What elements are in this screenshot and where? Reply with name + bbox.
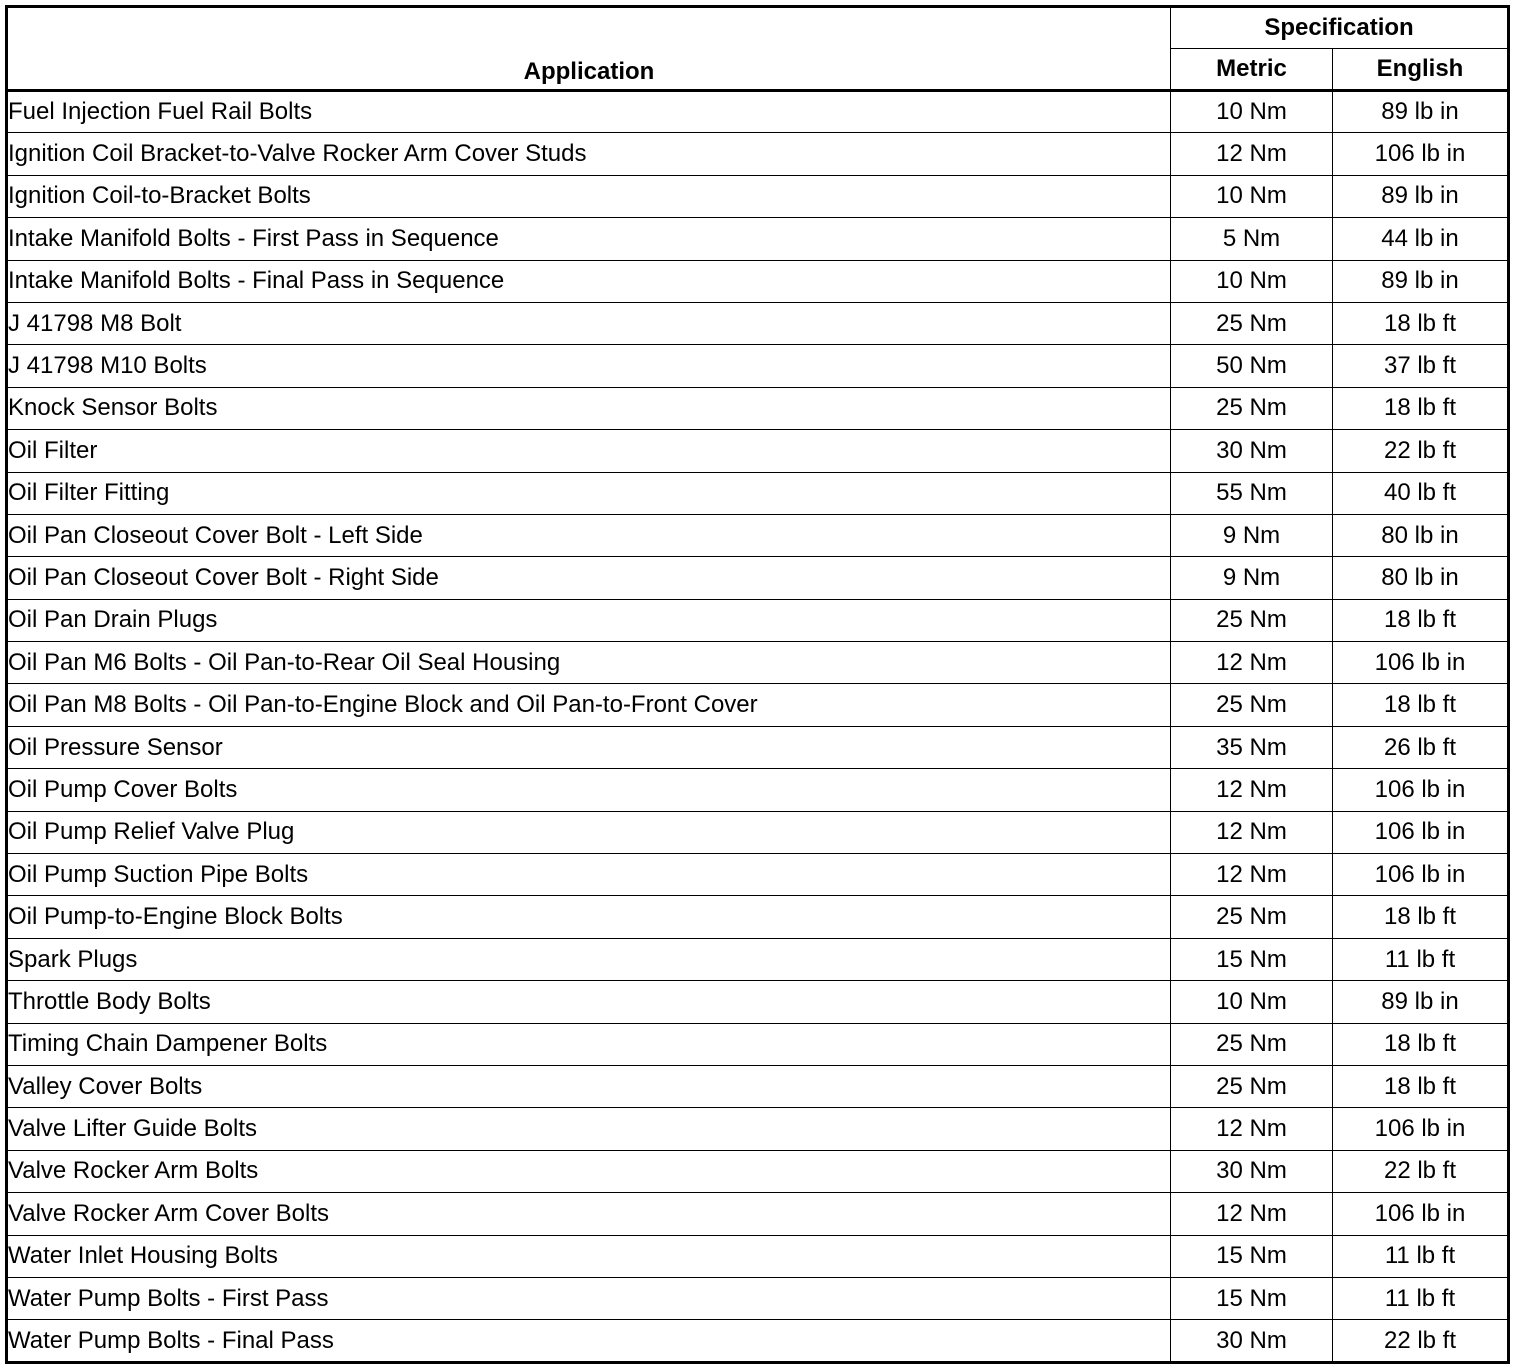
application-cell: Valve Rocker Arm Cover Bolts xyxy=(7,1193,1171,1235)
metric-cell: 15 Nm xyxy=(1171,1277,1333,1319)
english-cell: 106 lb in xyxy=(1333,133,1509,175)
application-cell: Valve Rocker Arm Bolts xyxy=(7,1150,1171,1192)
application-cell: Ignition Coil Bracket-to-Valve Rocker Arm Cover Studs xyxy=(7,133,1171,175)
specification-table xyxy=(5,5,1510,1364)
application-cell: Fuel Injection Fuel Rail Bolts xyxy=(7,91,1171,133)
metric-cell: 30 Nm xyxy=(1171,430,1333,472)
application-cell: Oil Pan Drain Plugs xyxy=(7,599,1171,641)
english-cell: 11 lb ft xyxy=(1333,938,1509,980)
metric-cell: 12 Nm xyxy=(1171,1108,1333,1150)
application-cell: Oil Pump Cover Bolts xyxy=(7,769,1171,811)
english-cell: 89 lb in xyxy=(1333,981,1509,1023)
table-body xyxy=(7,91,1509,1363)
table-row xyxy=(7,1320,1509,1362)
metric-cell: 15 Nm xyxy=(1171,1235,1333,1277)
application-cell: Water Pump Bolts - Final Pass xyxy=(7,1320,1171,1362)
english-cell: 37 lb ft xyxy=(1333,345,1509,387)
metric-cell: 25 Nm xyxy=(1171,1023,1333,1065)
english-cell: 106 lb in xyxy=(1333,642,1509,684)
table-row xyxy=(7,345,1509,387)
table-row xyxy=(7,1235,1509,1277)
table-row xyxy=(7,218,1509,260)
specification-header: Specification xyxy=(1171,7,1509,49)
english-cell: 18 lb ft xyxy=(1333,1065,1509,1107)
metric-cell: 9 Nm xyxy=(1171,557,1333,599)
application-cell: Oil Pump Relief Valve Plug xyxy=(7,811,1171,853)
table-row xyxy=(7,726,1509,768)
table-row xyxy=(7,1023,1509,1065)
table-row xyxy=(7,175,1509,217)
metric-cell: 30 Nm xyxy=(1171,1150,1333,1192)
metric-cell: 12 Nm xyxy=(1171,769,1333,811)
metric-cell: 15 Nm xyxy=(1171,938,1333,980)
table-row xyxy=(7,133,1509,175)
application-cell: Valve Lifter Guide Bolts xyxy=(7,1108,1171,1150)
english-cell: 11 lb ft xyxy=(1333,1235,1509,1277)
application-cell: Oil Pan M6 Bolts - Oil Pan-to-Rear Oil Seal Housing xyxy=(7,642,1171,684)
table-row xyxy=(7,91,1509,133)
table-row xyxy=(7,302,1509,344)
application-cell: Valley Cover Bolts xyxy=(7,1065,1171,1107)
english-cell: 11 lb ft xyxy=(1333,1277,1509,1319)
metric-header: Metric xyxy=(1171,49,1333,91)
metric-cell: 30 Nm xyxy=(1171,1320,1333,1362)
metric-cell: 10 Nm xyxy=(1171,91,1333,133)
english-header: English xyxy=(1333,49,1509,91)
metric-cell: 25 Nm xyxy=(1171,896,1333,938)
table-row xyxy=(7,599,1509,641)
application-cell: Intake Manifold Bolts - First Pass in Sequence xyxy=(7,218,1171,260)
table-row xyxy=(7,1277,1509,1319)
application-cell: Oil Pump Suction Pipe Bolts xyxy=(7,854,1171,896)
header-row-top xyxy=(7,7,1509,49)
application-cell: Oil Pressure Sensor xyxy=(7,726,1171,768)
table-row xyxy=(7,854,1509,896)
application-cell: Oil Pump-to-Engine Block Bolts xyxy=(7,896,1171,938)
english-cell: 106 lb in xyxy=(1333,769,1509,811)
application-cell: Oil Filter Fitting xyxy=(7,472,1171,514)
metric-cell: 35 Nm xyxy=(1171,726,1333,768)
table-row xyxy=(7,472,1509,514)
table-row xyxy=(7,260,1509,302)
english-cell: 106 lb in xyxy=(1333,854,1509,896)
application-cell: Oil Pan Closeout Cover Bolt - Right Side xyxy=(7,557,1171,599)
application-cell: J 41798 M10 Bolts xyxy=(7,345,1171,387)
english-cell: 22 lb ft xyxy=(1333,1150,1509,1192)
table-row xyxy=(7,430,1509,472)
table-row xyxy=(7,684,1509,726)
metric-cell: 12 Nm xyxy=(1171,811,1333,853)
metric-cell: 25 Nm xyxy=(1171,387,1333,429)
english-cell: 18 lb ft xyxy=(1333,896,1509,938)
english-cell: 89 lb in xyxy=(1333,91,1509,133)
english-cell: 89 lb in xyxy=(1333,175,1509,217)
application-cell: Timing Chain Dampener Bolts xyxy=(7,1023,1171,1065)
english-cell: 40 lb ft xyxy=(1333,472,1509,514)
application-cell: Throttle Body Bolts xyxy=(7,981,1171,1023)
application-cell: J 41798 M8 Bolt xyxy=(7,302,1171,344)
table-row xyxy=(7,514,1509,556)
application-cell: Spark Plugs xyxy=(7,938,1171,980)
metric-cell: 12 Nm xyxy=(1171,1193,1333,1235)
english-cell: 89 lb in xyxy=(1333,260,1509,302)
english-cell: 18 lb ft xyxy=(1333,1023,1509,1065)
application-cell: Intake Manifold Bolts - Final Pass in Sequence xyxy=(7,260,1171,302)
english-cell: 18 lb ft xyxy=(1333,302,1509,344)
english-cell: 44 lb in xyxy=(1333,218,1509,260)
table-row xyxy=(7,642,1509,684)
application-cell: Oil Filter xyxy=(7,430,1171,472)
table-row xyxy=(7,938,1509,980)
table-row xyxy=(7,557,1509,599)
application-cell: Knock Sensor Bolts xyxy=(7,387,1171,429)
application-cell: Ignition Coil-to-Bracket Bolts xyxy=(7,175,1171,217)
metric-cell: 25 Nm xyxy=(1171,684,1333,726)
metric-cell: 12 Nm xyxy=(1171,854,1333,896)
english-cell: 22 lb ft xyxy=(1333,430,1509,472)
application-cell: Water Pump Bolts - First Pass xyxy=(7,1277,1171,1319)
english-cell: 106 lb in xyxy=(1333,1193,1509,1235)
application-cell: Oil Pan Closeout Cover Bolt - Left Side xyxy=(7,514,1171,556)
metric-cell: 25 Nm xyxy=(1171,599,1333,641)
table-header xyxy=(7,7,1509,91)
table-row xyxy=(7,1108,1509,1150)
table-row xyxy=(7,811,1509,853)
table-row xyxy=(7,769,1509,811)
metric-cell: 12 Nm xyxy=(1171,642,1333,684)
metric-cell: 25 Nm xyxy=(1171,1065,1333,1107)
metric-cell: 55 Nm xyxy=(1171,472,1333,514)
english-cell: 106 lb in xyxy=(1333,811,1509,853)
metric-cell: 25 Nm xyxy=(1171,302,1333,344)
metric-cell: 12 Nm xyxy=(1171,133,1333,175)
table-row xyxy=(7,1150,1509,1192)
metric-cell: 50 Nm xyxy=(1171,345,1333,387)
metric-cell: 10 Nm xyxy=(1171,981,1333,1023)
application-cell: Oil Pan M8 Bolts - Oil Pan-to-Engine Block and Oil Pan-to-Front Cover xyxy=(7,684,1171,726)
metric-cell: 10 Nm xyxy=(1171,175,1333,217)
metric-cell: 9 Nm xyxy=(1171,514,1333,556)
english-cell: 22 lb ft xyxy=(1333,1320,1509,1362)
table-row xyxy=(7,896,1509,938)
metric-cell: 5 Nm xyxy=(1171,218,1333,260)
english-cell: 80 lb in xyxy=(1333,514,1509,556)
application-cell: Water Inlet Housing Bolts xyxy=(7,1235,1171,1277)
metric-cell: 10 Nm xyxy=(1171,260,1333,302)
english-cell: 18 lb ft xyxy=(1333,387,1509,429)
english-cell: 106 lb in xyxy=(1333,1108,1509,1150)
application-header: Application xyxy=(7,7,1171,91)
table-row xyxy=(7,981,1509,1023)
english-cell: 18 lb ft xyxy=(1333,684,1509,726)
table-row xyxy=(7,1193,1509,1235)
table-row xyxy=(7,1065,1509,1107)
table-row xyxy=(7,387,1509,429)
english-cell: 26 lb ft xyxy=(1333,726,1509,768)
english-cell: 80 lb in xyxy=(1333,557,1509,599)
english-cell: 18 lb ft xyxy=(1333,599,1509,641)
